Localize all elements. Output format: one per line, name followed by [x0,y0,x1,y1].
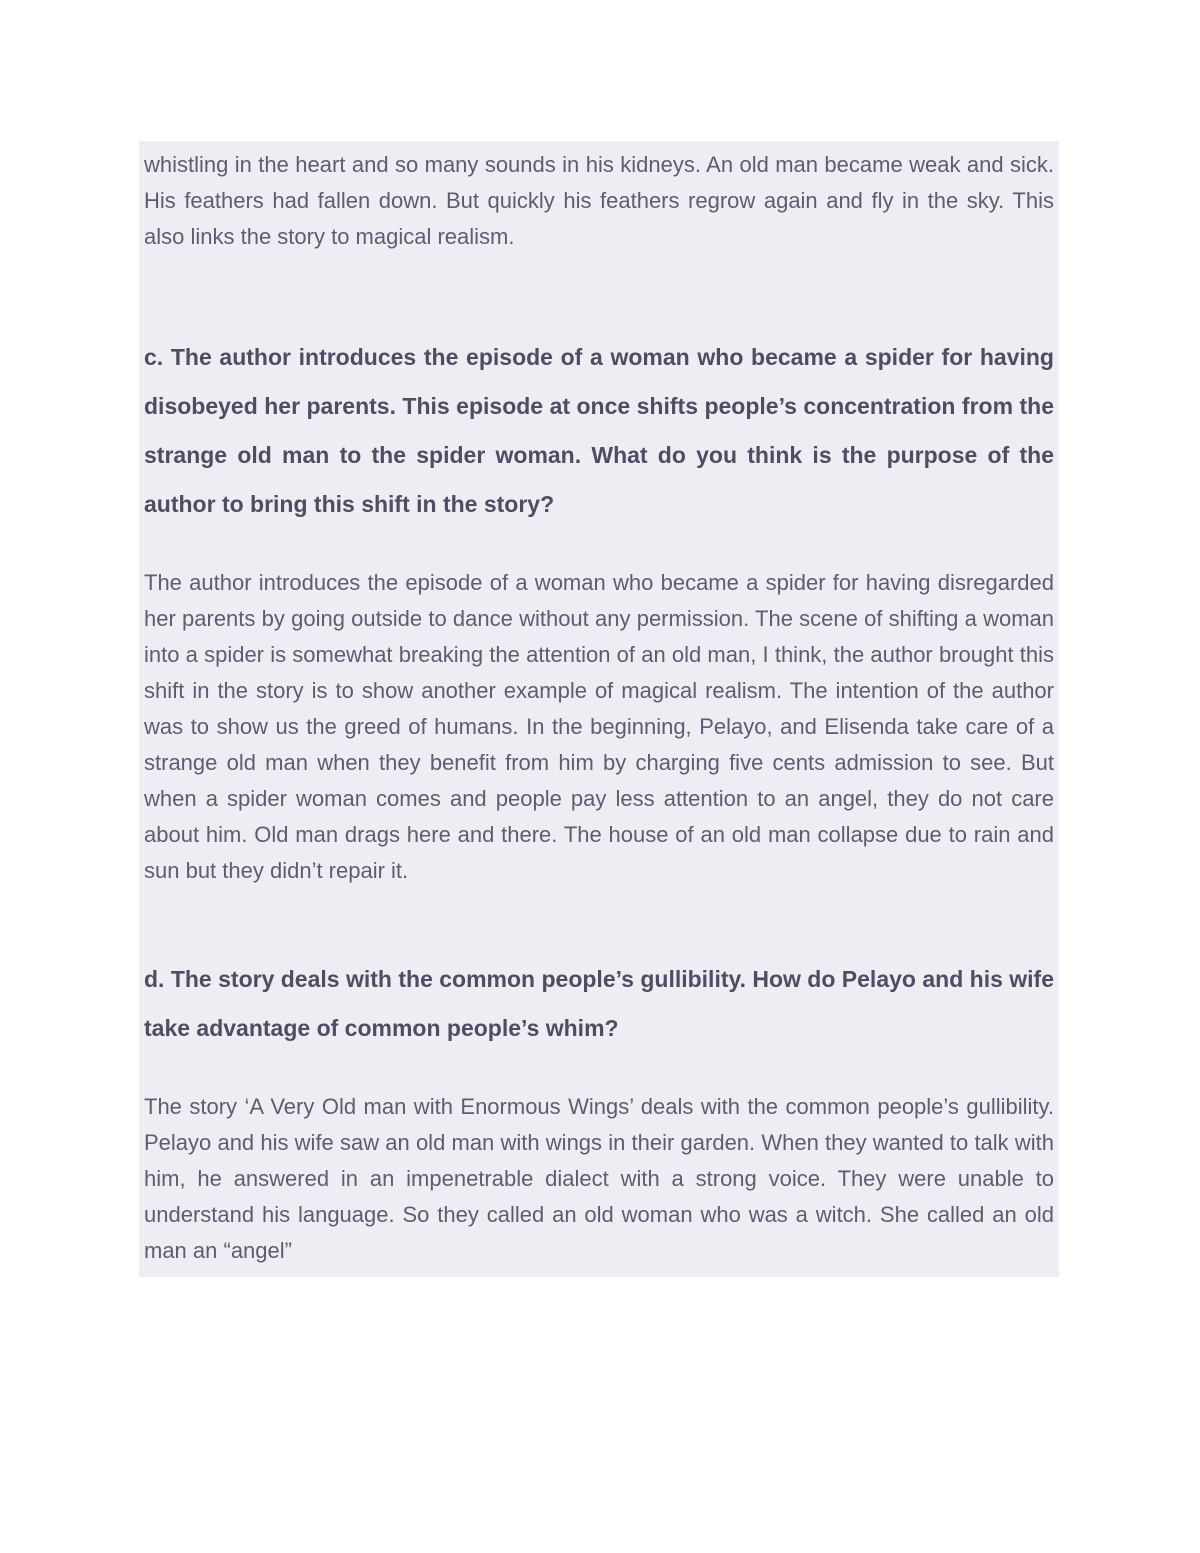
question-d-heading: d. The story deals with the common people’s gullibility. How do Pelayo and his wife take advantage of common people’s whim? [144,966,1054,1041]
highlighted-text-block [139,141,1059,1277]
answer-d-paragraph: The story ‘A Very Old man with Enormous Wings’ deals with the common people’s gullibility. Pelayo and his wife saw an old man with wings in their garden. When they wanted to talk with him, he answered in an impenetrable dialect with a strong voice. They were unable to understand his language. So they called an old woman who was a witch. She called an old man an “angel” [144,1094,1054,1263]
answer-c-paragraph: The author introduces the episode of a woman who became a spider for having disregarded her parents by going outside to dance without any permission. The scene of shifting a woman into a spider is somewhat breaking the attention of an old man, I think, the author brought this shift in the story is to show another example of magical realism. The intention of the author was to show us the greed of humans. In the beginning, Pelayo, and Elisenda take care of a strange old man when they benefit from him by charging five cents admission to see. But when a spider woman comes and people pay less attention to an angel, they do not care about him. Old man drags here and there. The house of an old man collapse due to rain and sun but they didn’t repair it. [144,570,1054,883]
question-c-heading: c. The author introduces the episode of a woman who became a spider for having disobeyed her parents. This episode at once shifts people’s concentration from the strange old man to the spider woman. What do you think is the purpose of the author to bring this shift in the story? [144,344,1054,517]
paragraph-magical-realism-continuation: whistling in the heart and so many sounds in his kidneys. An old man became weak and sick. His feathers had fallen down. But quickly his feathers regrow again and fly in the sky. This also links the story to magical realism. [144,152,1054,249]
